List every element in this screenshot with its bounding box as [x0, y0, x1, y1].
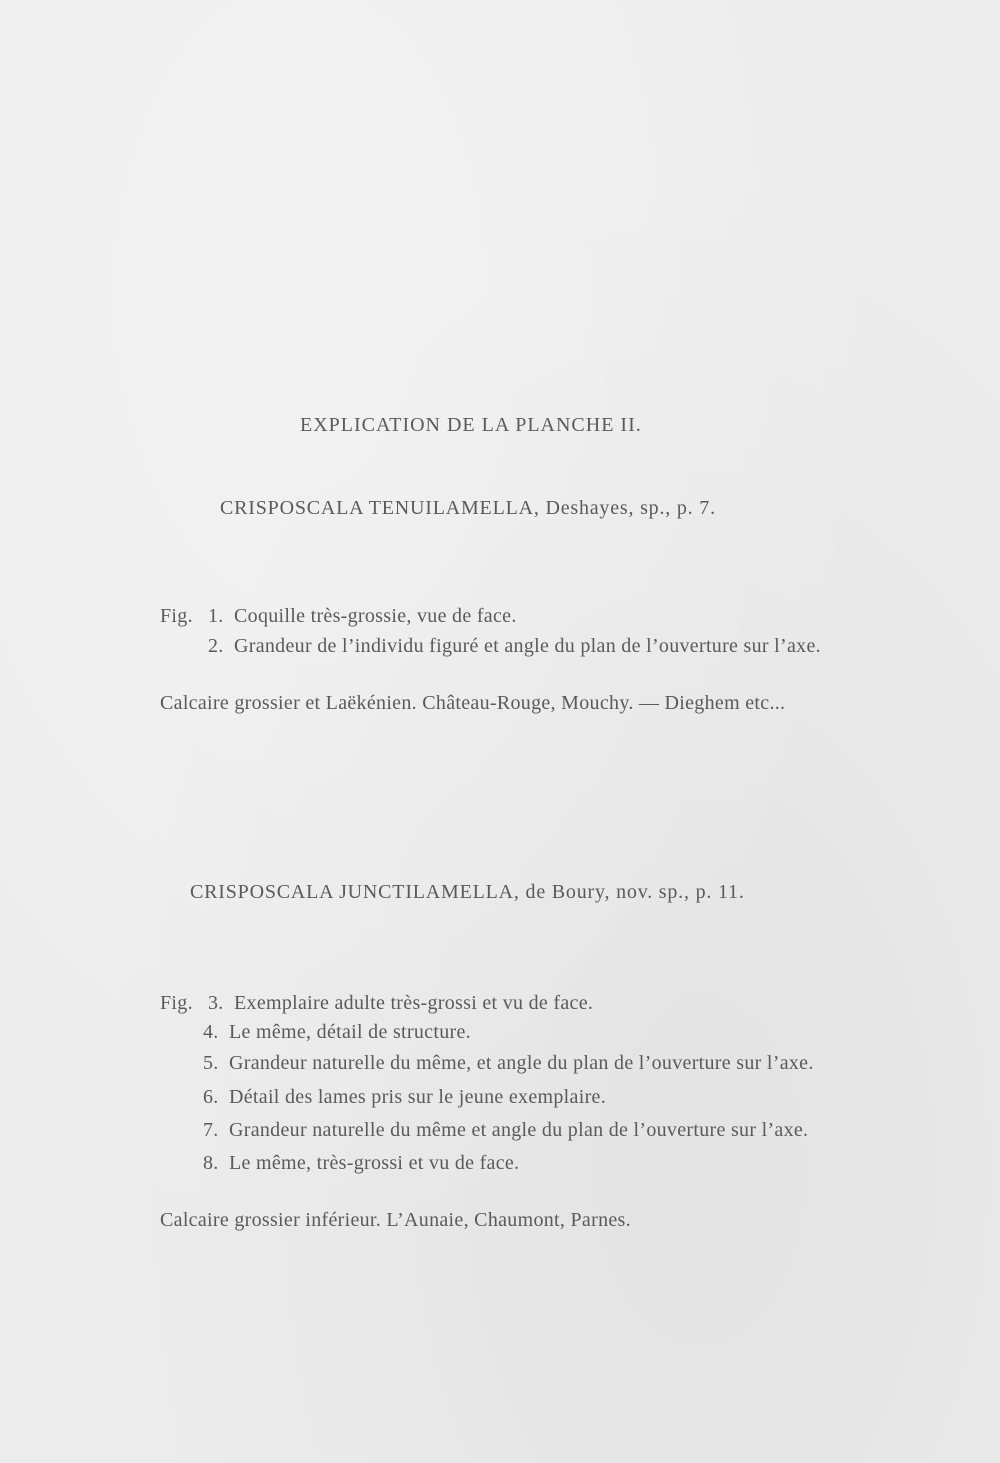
figure-number: 3.: [208, 992, 224, 1014]
species-heading-tenuilamella: CRISPOSCALA TENUILAMELLA, Deshayes, sp., p. 7.: [220, 497, 716, 519]
figure-entry: [203, 1051, 814, 1075]
figure-entry: [160, 991, 593, 1015]
figure-caption: Exemplaire adulte très-grossi et vu de face.: [234, 992, 594, 1014]
figure-entry: [203, 1020, 471, 1044]
fig-prefix: Fig.: [160, 992, 193, 1014]
figure-caption: Grandeur de l’individu figuré et angle du plan de l’ouverture sur l’axe.: [234, 635, 821, 657]
figure-caption: Grandeur naturelle du même et angle du plan de l’ouverture sur l’axe.: [229, 1119, 809, 1141]
figure-caption: Le même, très-grossi et vu de face.: [229, 1152, 520, 1174]
species-heading-junctilamella: CRISPOSCALA JUNCTILAMELLA, de Boury, nov. sp., p. 11.: [190, 881, 745, 903]
figure-caption: Le même, détail de structure.: [229, 1021, 471, 1043]
figure-entry: [208, 634, 821, 658]
plate-title: EXPLICATION DE LA PLANCHE II.: [300, 414, 642, 436]
figure-caption: Coquille très-grossie, vue de face.: [234, 605, 517, 627]
figure-entry: [203, 1151, 519, 1175]
figure-number: 7.: [203, 1119, 219, 1141]
figure-number: 4.: [203, 1021, 219, 1043]
figure-entry: [160, 604, 517, 628]
fig-prefix: Fig.: [160, 605, 193, 627]
figure-entry: [203, 1118, 808, 1142]
figure-number: 5.: [203, 1052, 219, 1074]
figure-number: 1.: [208, 605, 224, 627]
figure-entry: [203, 1085, 606, 1109]
figure-number: 2.: [208, 635, 224, 657]
locality-note: Calcaire grossier et Laëkénien. Château-Rouge, Mouchy. — Dieghem etc...: [160, 692, 786, 714]
figure-caption: Grandeur naturelle du même, et angle du plan de l’ouverture sur l’axe.: [229, 1052, 814, 1074]
locality-note: Calcaire grossier inférieur. L’Aunaie, Chaumont, Parnes.: [160, 1209, 631, 1231]
figure-number: 8.: [203, 1152, 219, 1174]
figure-number: 6.: [203, 1086, 219, 1108]
figure-caption: Détail des lames pris sur le jeune exemplaire.: [229, 1086, 607, 1108]
